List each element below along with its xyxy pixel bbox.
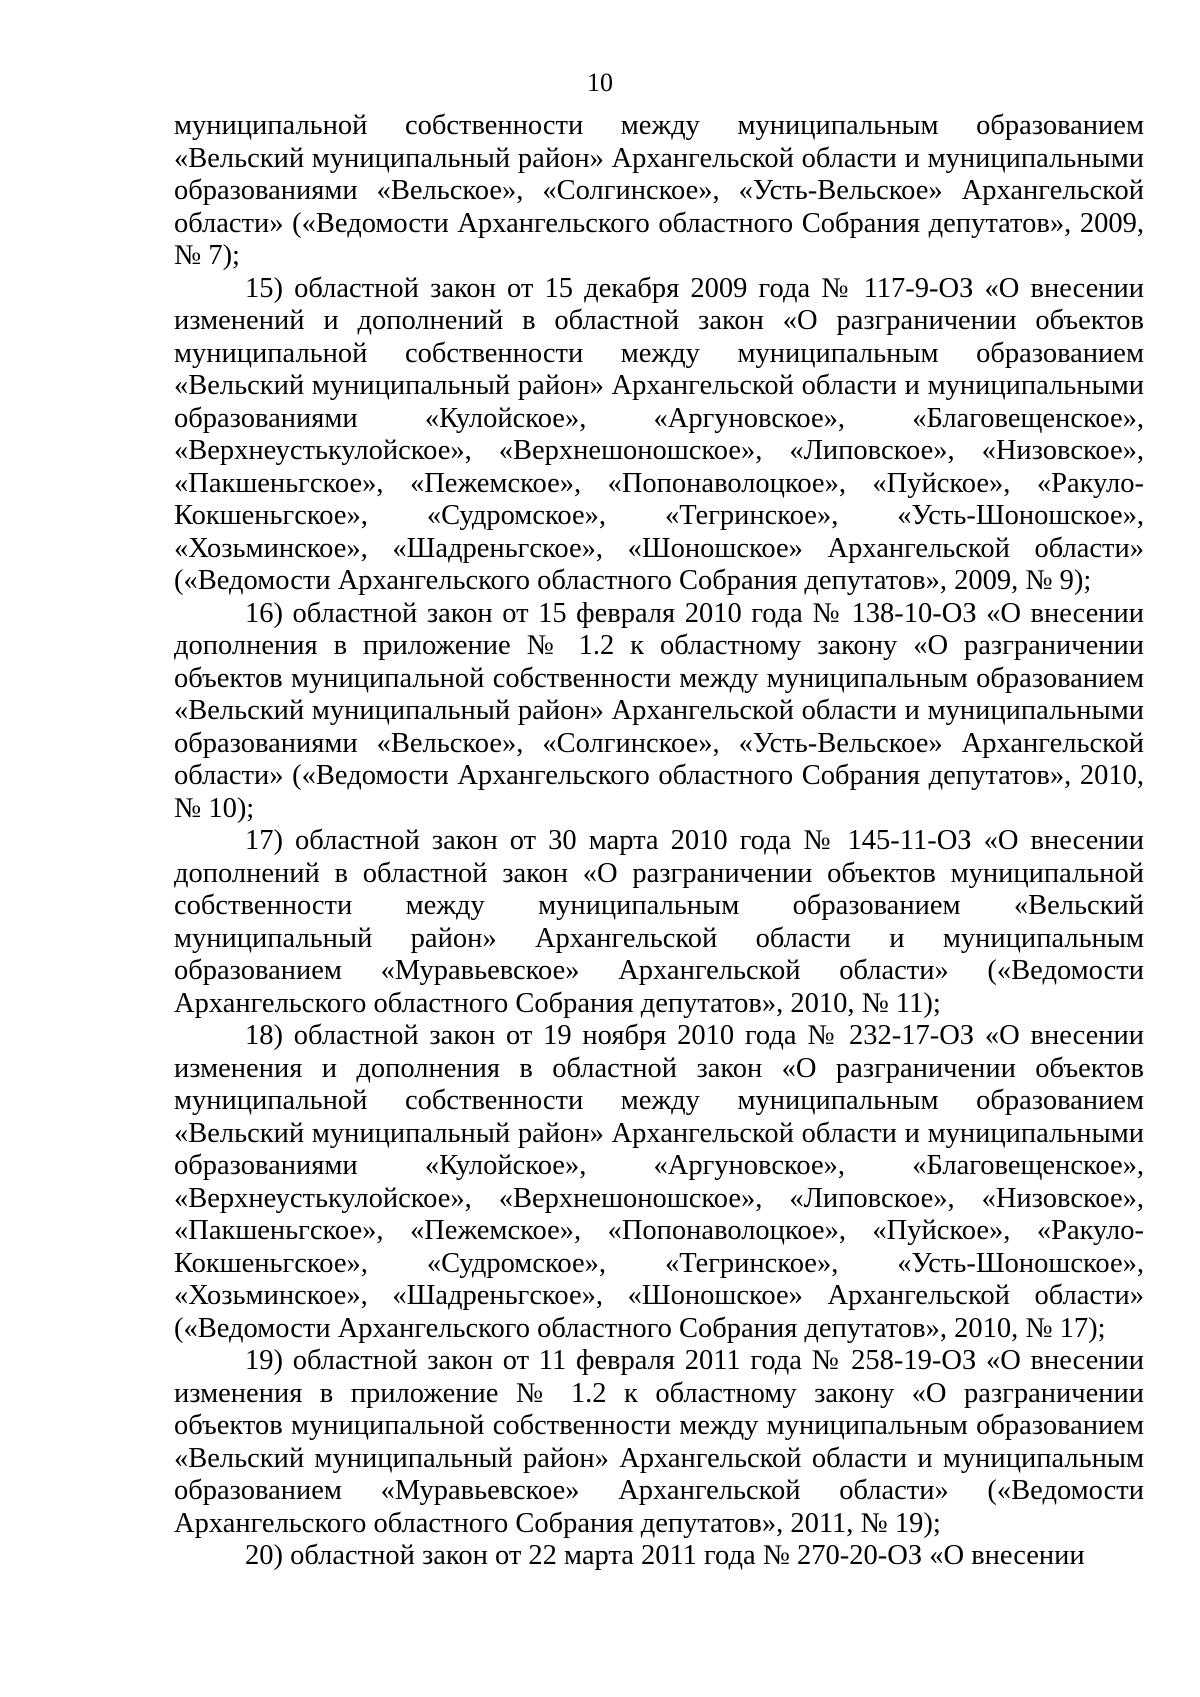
list-item-16: 16) областной закон от 15 февраля 2010 года № 138-10-ОЗ «О внесении дополнения в приложение № 1.2 к областному закону «О разграничении объектов муниципальной собственности между муниципальным образованием «Вельский муниципальный район» Архангельской области и муниципальными образованиями «Вельское», «Солгинское», «Усть-Вельское» Архангельской области» («Ведомости Архангельского областного Собрания депутатов», 2010, № 10); [174,597,1144,824]
list-item-17: 17) областной закон от 30 марта 2010 года № 145-11-ОЗ «О внесении дополнений в областной закон «О разграничении объектов муниципальной собственности между муниципальным образованием «Вельский муниципальный район» Архангельской области и муниципальным образованием «Муравьевское» Архангельской области» («Ведомости Архангельского областного Собрания депутатов», 2010, № 11); [174,825,1144,1019]
list-item-19: 19) областной закон от 11 февраля 2011 года № 258-19-ОЗ «О внесении изменения в приложение № 1.2 к областному закону «О разграничении объектов муниципальной собственности между муниципальным образованием «Вельский муниципальный район» Архангельской области и муниципальным образованием «Муравьевское» Архангельской области» («Ведомости Архангельского областного Собрания депутатов», 2011, № 19); [174,1345,1144,1539]
list-item-18: 18) областной закон от 19 ноября 2010 года № 232-17-ОЗ «О внесении изменения и дополнения в областной закон «О разграничении объектов муниципальной собственности между муниципальным образованием «Вельский муниципальный район» Архангельской области и муниципальными образованиями «Кулойское», «Аргуновское», «Благовещенское», «Верхнеустькулойское», «Верхнешоношское», «Липовское», «Низовское», «Пакшеньгское», «Пежемское», «Попонаволоцкое», «Пуйское», «Ракуло-Кокшеньгское», «Судромское», «Тегринское», «Усть-Шоношское», «Хозьминское», «Шадреньгское», «Шоношское» Архангельской области» («Ведомости Архангельского областного Собрания депутатов», 2010, № 17); [174,1020,1144,1344]
list-item-20: 20) областной закон от 22 марта 2011 года № 270-20-ОЗ «О внесении [245,1540,1085,1571]
list-item-15: 15) областной закон от 15 декабря 2009 года № 117-9-ОЗ «О внесении изменений и дополнений в областной закон «О разграничении объектов муниципальной собственности между муниципальным образованием «Вельский муниципальный район» Архангельской области и муниципальными образованиями «Кулойское», «Аргуновское», «Благовещенское», «Верхнеустькулойское», «Верхнешоношское», «Липовское», «Низовское», «Пакшеньгское», «Пежемское», «Попонаволоцкое», «Пуйское», «Ракуло-Кокшеньгское», «Судромское», «Тегринское», «Усть-Шоношское», «Хозьминское», «Шадреньгское», «Шоношское» Архангельской области» («Ведомости Архангельского областного Собрания депутатов», 2009, № 9); [174,272,1144,596]
paragraph-continuation: муниципальной собственности между муниципальным образованием «Вельский муниципальный район» Архангельской области и муниципальными образованиями «Вельское», «Солгинское», «Усть-Вельское» Архангельской области» («Ведомости Архангельского областного Собрания депутатов», 2009, № 7); [174,110,1144,271]
page-number: 10 [587,68,613,97]
document-body [174,110,1144,1573]
